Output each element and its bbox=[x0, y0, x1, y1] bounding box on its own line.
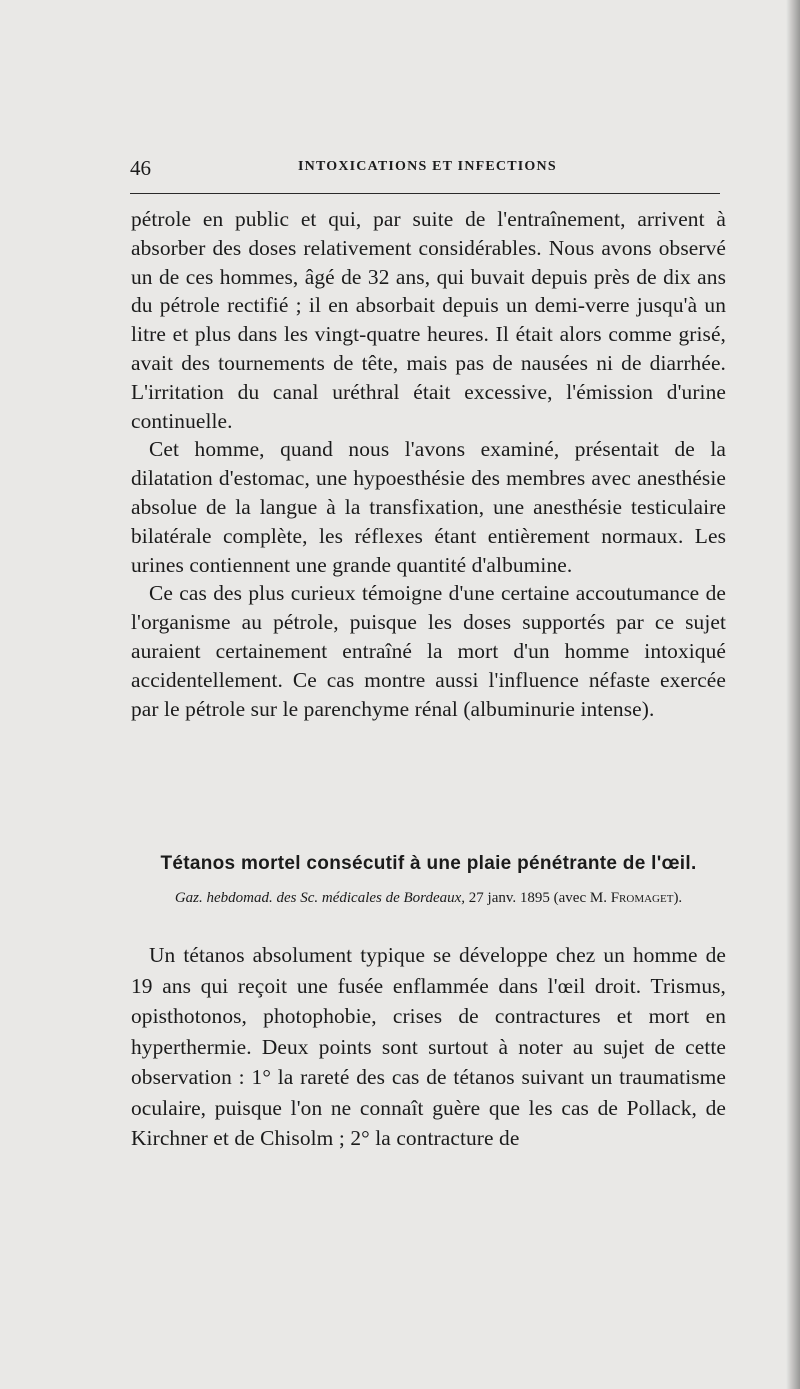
citation bbox=[131, 890, 726, 907]
paragraph-2: Cet homme, quand nous l'avons examiné, présentait de la dilatation d'estomac, une hypoesthésie des membres avec anesthésie absolue de la langue à la transfixation, une anesthésie testiculaire bilatérale complète, les réflexes étant entièrement normaux. Les urines contiennent une grande quantité d'albumine. bbox=[131, 437, 726, 577]
citation-author: Fromaget bbox=[610, 890, 674, 906]
running-title: INTOXICATIONS ET INFECTIONS bbox=[298, 159, 557, 174]
page-edge-shadow bbox=[786, 0, 800, 1389]
page-number: 46 bbox=[130, 156, 151, 180]
citation-journal: Gaz. hebdomad. des Sc. médicales de Bordeaux, bbox=[174, 890, 466, 906]
section-paragraph: Un tétanos absolument typique se développe chez un homme de 19 ans qui reçoit une fusée enflammée dans l'œil droit. Trismus, opisthotonos, photophobie, crises de contractures et mort en hyperthermie. Deux points sont surtout à noter au sujet de cette observation : 1° la rareté des cas de tétanos suivant un traumatisme oculaire, puisque l'on ne connaît guère que les cas de Pollack, de Kirchner et de Chisolm ; 2° la contracture de bbox=[131, 943, 726, 1150]
header-rule bbox=[130, 193, 720, 194]
body-text bbox=[131, 205, 726, 723]
paragraph-1: pétrole en public et qui, par suite de l'entraînement, arrivent à absorber des doses relativement considérables. Nous avons observé un de ces hommes, âgé de 32 ans, qui buvait depuis près de dix ans du pétrole rectifié ; il en absorbait depuis un demi-verre jusqu'à un litre et plus dans les vingt-quatre heures. Il était alors comme grisé, avait des tournements de tête, mais pas de nausées ni de diarrhée. L'irritation du canal uréthral était excessive, l'émission d'urine continuelle. bbox=[131, 207, 726, 433]
citation-date: 27 janv. 1895 (avec M. bbox=[468, 890, 607, 906]
paragraph-3: Ce cas des plus curieux témoigne d'une certaine accoutumance de l'organisme au pétrole, puisque les doses supportés par ce sujet auraient certainement entraîné la mort d'un homme intoxiqué accidentellement. Ce cas montre aussi l'influence néfaste exercée par le pétrole sur le parenchyme rénal (albuminurie intense). bbox=[131, 581, 726, 721]
section-body bbox=[131, 940, 726, 1154]
citation-closing: ). bbox=[673, 890, 683, 906]
section-heading: Tétanos mortel consécutif à une plaie pénétrante de l'œil. bbox=[160, 853, 697, 874]
page-header bbox=[130, 156, 720, 182]
